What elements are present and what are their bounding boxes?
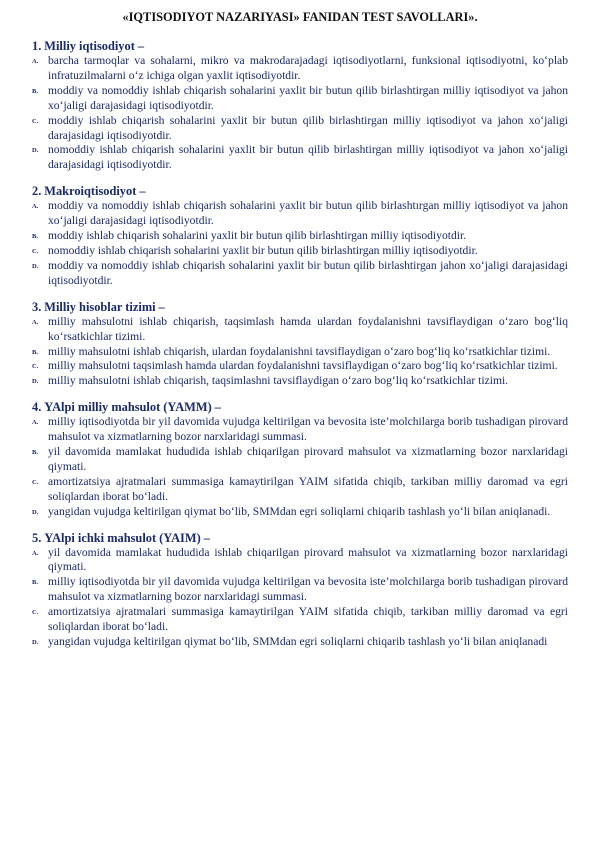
option-text: moddiy va nomoddiy ishlab chiqarish sohalarini yaxlit bir butun qilib birlashtirgan jahon xo‘jaligi darajasidagi iqtisodiyotdir. [48, 258, 568, 287]
option-c [32, 244, 568, 259]
question-5 [32, 530, 568, 650]
question-text: Milliy iqtisodiyot – [44, 39, 145, 53]
question-heading [32, 530, 568, 546]
option-letter: A. [32, 203, 39, 211]
question-heading [32, 38, 568, 54]
option-text: milliy mahsulotni ishlab chiqarish, ulardan foydalanishni tavsiflaydigan o‘zaro bog‘liq ko‘rsatkichlar tizimi. [48, 344, 551, 358]
question-4 [32, 399, 568, 519]
option-d [32, 635, 568, 650]
option-letter: A. [32, 318, 39, 326]
option-text: milliy iqtisodiyotda bir yil davomida vujudga keltirilgan va bevosita iste’molchilarga borib tushadigan pirovard mahsulot va xizmatlarning bozor narxlaridagi summasi. [48, 415, 568, 444]
question-text: YAlpi milliy mahsulot (YAMM) – [44, 400, 221, 415]
option-letter: B. [32, 233, 38, 241]
question-2 [32, 183, 568, 288]
option-letter: C. [32, 609, 39, 617]
question-text: Milliy hisoblar tizimi – [44, 299, 165, 314]
question-number: 1. [32, 39, 42, 53]
option-b [32, 345, 568, 360]
option-list [32, 415, 568, 519]
option-letter: B. [32, 579, 38, 587]
option-letter: C. [32, 117, 39, 125]
option-letter: B. [32, 348, 38, 356]
question-text: Makroiqtisodiyot – [44, 184, 146, 199]
question-text: YAlpi ichki mahsulot (YAIM) – [44, 530, 210, 545]
option-letter: D. [32, 378, 39, 386]
option-letter: D. [32, 262, 39, 270]
option-letter: C. [32, 247, 39, 255]
option-b [32, 445, 568, 475]
option-text: milliy mahsulotni ishlab chiqarish, taqsimlashni tavsiflaydigan o‘zaro bog‘liq ko‘rsatkichlar tizimi. [48, 374, 509, 388]
option-text: moddiy ishlab chiqarish sohalarini yaxlit bir butun qilib birlashtirgan milliy iqtisodiyot va jahon xo‘jaligi darajasidagi iqtisodiyotdir. [48, 113, 568, 142]
option-text: yangidan vujudga keltirilgan qiymat bo‘lib, SMMdan egri soliqlarni chiqarib tashlash yo‘li bilan aniqlanadi [48, 635, 548, 648]
option-text: yil davomida mamlakat hududida ishlab chiqarilgan pirovard mahsulot va xizmatlarning bozor narxlaridagi qiymati. [48, 445, 568, 473]
option-d [32, 259, 568, 289]
question-number: 3. [32, 299, 42, 314]
option-letter: B. [32, 449, 38, 457]
option-list [32, 546, 568, 650]
option-c [32, 359, 568, 374]
option-d [32, 374, 568, 389]
option-text: barcha tarmoqlar va sohalarni, mikro va makrodarajadagi iqtisodiyotlarni, funksional iqtisodiyotni, ko‘plab infratuzilmalarni o‘z ichiga olgan yaxlit iqtisodiyotdir. [48, 54, 568, 82]
option-text: moddiy va nomoddiy ishlab chiqarish sohalarini yaxlit bir butun qilib birlashtirgan milliy iqtisodiyot va jahon xo‘jaligi darajasidagi iqtisodiyotdir. [48, 83, 568, 112]
option-text: nomoddiy ishlab chiqarish sohalarini yaxlit bir butun qilib birlashtirgan milliy iqtisodiyotdir. [48, 243, 478, 257]
option-b [32, 84, 568, 114]
option-letter: B. [32, 87, 38, 95]
option-text: amortizatsiya ajratmalari summasiga kamaytirilgan YAIM sifatida chiqib, tarkiban milliy daromad va egri soliqlardan iborat bo‘ladi. [48, 474, 568, 503]
option-text: moddiy ishlab chiqarish sohalarini yaxlit bir butun qilib birlashtirgan milliy iqtisodiyotdir. [48, 229, 467, 243]
option-text: amortizatsiya ajratmalari summasiga kamaytirilgan YAIM sifatida chiqib, tarkiban milliy daromad va egri soliqlardan iborat bo‘ladi. [48, 605, 568, 634]
option-text: milliy mahsulotni taqsimlash hamda ulardan foydalanishni tavsiflaydigan o‘zaro bog‘liq ko‘rsatkichlar tizimi. [48, 359, 558, 373]
option-a [32, 415, 568, 445]
question-number: 5. [32, 530, 42, 545]
option-text: milliy mahsulotni ishlab chiqarish, taqsimlash hamda ulardan foydalanishni tavsiflaydigan o‘zaro bog‘liq ko‘rsatkichlar tizimi. [48, 314, 568, 343]
option-list [32, 199, 568, 288]
option-d [32, 143, 568, 173]
option-letter: D. [32, 508, 39, 516]
option-a [32, 315, 568, 345]
question-heading [32, 299, 568, 315]
option-a [32, 54, 568, 84]
option-c [32, 114, 568, 144]
question-heading [32, 183, 568, 199]
option-text: yangidan vujudga keltirilgan qiymat bo‘lib, SMMdan egri soliqlarni chiqarib tashlash yo‘li bilan aniqlanadi. [48, 504, 551, 518]
document-title: «IQTISODIYOT NAZARIYASI» FANIDAN TEST SAVOLLARI». [122, 10, 478, 24]
option-b [32, 229, 568, 244]
option-text: nomoddiy ishlab chiqarish sohalarini yaxlit bir butun qilib birlashtirgan milliy iqtisodiyot va jahon xo‘jaligi darajasidagi iqtisodiyotdir. [48, 143, 568, 172]
option-letter: C. [32, 478, 39, 486]
option-d [32, 505, 568, 520]
option-a [32, 199, 568, 229]
option-letter: A. [32, 58, 39, 65]
option-c [32, 605, 568, 635]
option-letter: D. [32, 147, 39, 155]
question-heading [32, 399, 568, 415]
question-3 [32, 299, 568, 390]
option-c [32, 475, 568, 505]
option-text: moddiy va nomoddiy ishlab chiqarish sohalarini yaxlit bir butun qilib birlashtırgan milliy iqtisodiyot va jahon xo‘jaligi darajasidagi iqtisodiyotdir. [48, 199, 568, 228]
option-letter: A. [32, 549, 39, 557]
option-text: milliy iqtisodiyotda bir yil davomida vujudga keltirilgan va bevosita iste’molchilarga borib tushadigan pirovard mahsulot va xizmatlarning bozor narxlaridagi summasi. [48, 575, 568, 604]
option-list [32, 54, 568, 173]
option-list [32, 315, 568, 390]
option-a [32, 546, 568, 576]
option-letter: A. [32, 419, 39, 427]
question-number: 2. [32, 184, 42, 199]
question-1 [32, 38, 568, 173]
option-letter: D. [32, 639, 39, 646]
option-text: yil davomida mamlakat hududida ishlab chiqarilgan pirovard mahsulot va xizmatlarning bozor narxlaridagi qiymati. [48, 545, 568, 574]
option-letter: C. [32, 363, 39, 371]
question-number: 4. [32, 400, 42, 415]
option-b [32, 575, 568, 605]
